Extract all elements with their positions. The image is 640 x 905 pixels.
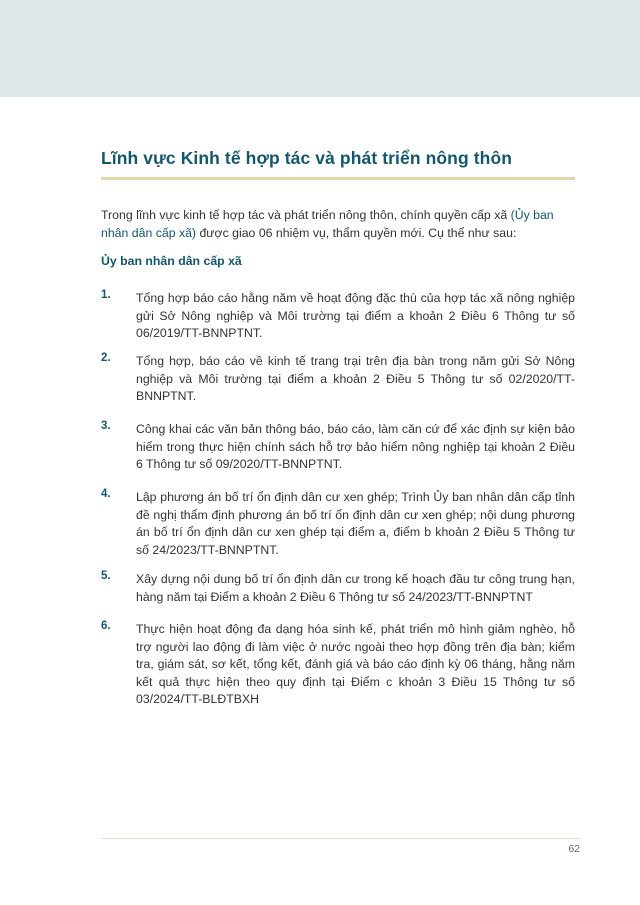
item-text: Công khai các văn bản thông báo, báo cáo, làm căn cứ để xác định sự kiện bảo hiểm trong thực hiện chính sách hỗ trợ bảo hiểm nông nghiệp tại khoản 2 Điều 6 Thông tư số 09/2020/TT-BNNPTNT.: [136, 422, 575, 471]
list-item: [101, 571, 575, 606]
section-title: Lĩnh vực Kinh tế hợp tác và phát triển nông thôn: [101, 148, 513, 168]
item-number: 5.: [101, 570, 111, 582]
intro-text-before: Trong lĩnh vực kinh tế hợp tác và phát triển nông thôn, chính quyền cấp xã: [101, 208, 511, 222]
item-text: Xây dựng nội dung bố trí ổn định dân cư trong kế hoạch đầu tư công trung hạn, hàng năm tại Điểm a khoản 2 Điều 6 Thông tư số 24/2023/TT-BNNPTNT: [136, 572, 575, 604]
header-band: [0, 0, 640, 97]
intro-highlight: (Ủy ban nhân dân cấp xã): [101, 208, 554, 240]
item-text: Tổng hợp báo cáo hằng năm về hoạt động đặc thù của hợp tác xã nông nghiệp gửi Sở Nông nghiệp và Môi trường tại điểm a khoản 2 Điều 6 Thông tư số 06/2019/TT-BNNPTNT.: [136, 291, 575, 340]
list-item: [101, 489, 575, 559]
intro-paragraph: [101, 207, 575, 242]
intro-text-after: được giao 06 nhiệm vụ, thẩm quyền mới. Cụ thể như sau:: [196, 225, 517, 240]
item-text: Lập phương án bố trí ổn định dân cư xen ghép; Trình Ủy ban nhân dân cấp tỉnh đề nghị thẩm định phương án bố trí ổn định dân cư xen ghép; nội dung phương án bố trí ổn định dân cư xen ghép tại điểm a, điểm b khoản 2 Điều 5 Thông tư số 24/2023/TT-BNNPTNT.: [136, 490, 575, 557]
item-number: 4.: [101, 488, 111, 500]
item-number: 6.: [101, 620, 111, 632]
page-number: 62: [568, 843, 580, 855]
item-number: 2.: [101, 352, 111, 364]
item-text: Thực hiện hoạt động đa dạng hóa sinh kế, phát triển mô hình giảm nghèo, hỗ trợ người lao động đi làm việc ở nước ngoài theo hợp đồng trên địa bàn; kiểm tra, giám sát, sơ kết, tổng kết, đánh giá và báo cáo định kỳ 06 tháng, hằng năm kết quả thực hiện theo quy định tại Điểm c khoản 3 Điều 15 Thông tư số 03/2024/TT-BLĐTBXH: [136, 622, 575, 706]
list-item: [101, 621, 575, 709]
list-item: [101, 290, 575, 343]
item-number: 1.: [101, 289, 111, 301]
item-text: Tổng hợp, báo cáo về kinh tế trang trại trên địa bàn trong năm gửi Sở Nông nghiệp và Môi trường tại điểm a khoản 2 Điều 5 Thông tư số 02/2020/TT-BNNPTNT.: [136, 354, 575, 403]
title-divider: [101, 177, 575, 180]
footer-divider: [101, 838, 581, 839]
subheading: Ủy ban nhân dân cấp xã: [101, 254, 242, 268]
list-item: [101, 353, 575, 406]
item-number: 3.: [101, 420, 111, 432]
list-item: [101, 421, 575, 474]
